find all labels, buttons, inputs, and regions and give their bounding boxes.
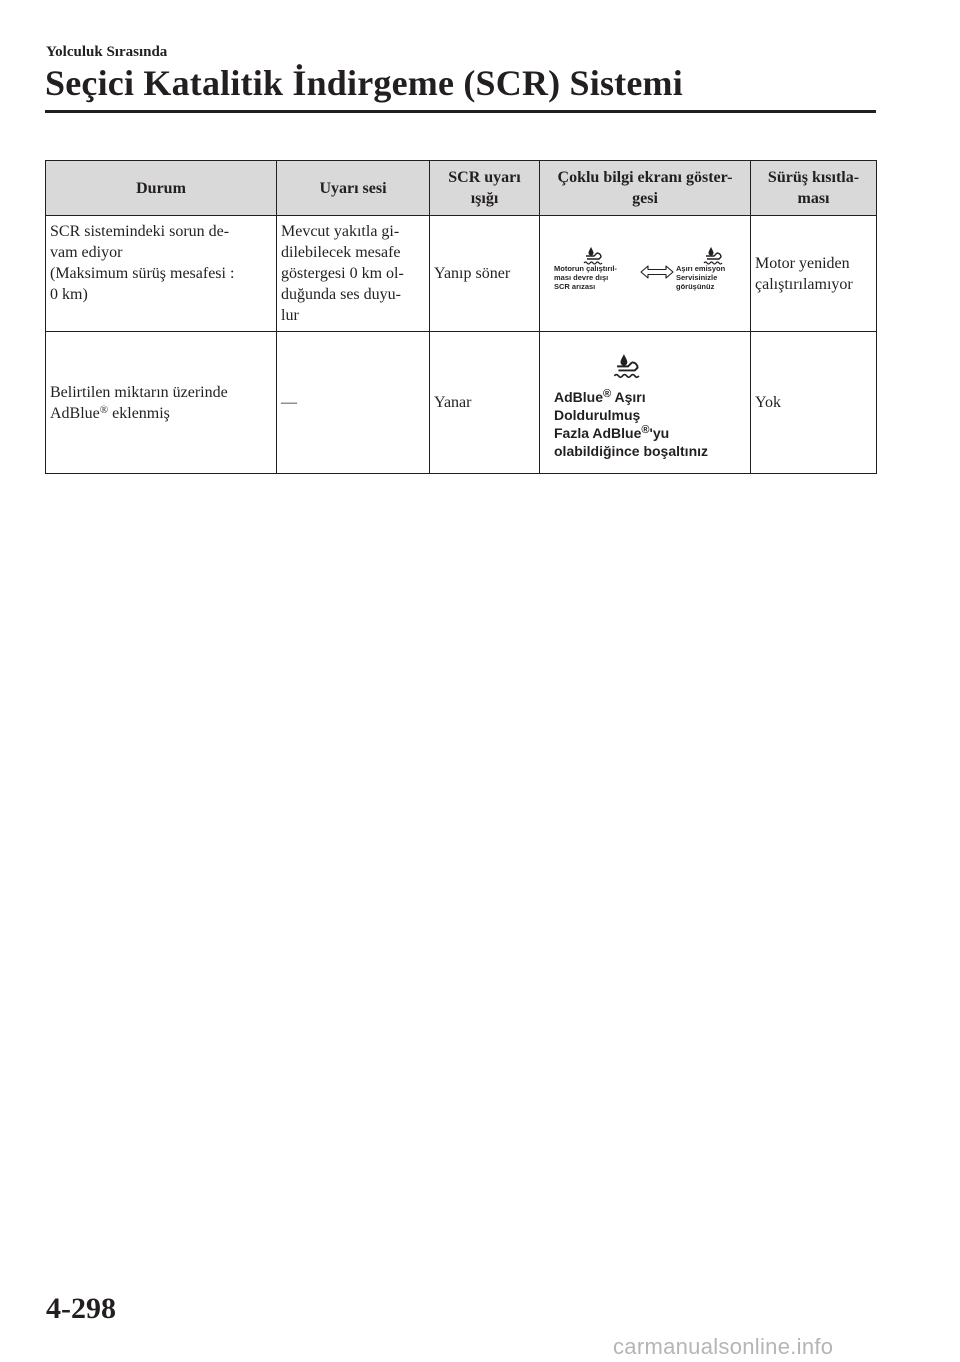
- alternating-arrow-icon: [640, 265, 674, 279]
- table-row: [46, 332, 877, 474]
- cell-display: [540, 216, 751, 332]
- watermark: carmanualsonline.info: [613, 1334, 834, 1359]
- page-title: Seçici Katalitik İndirgeme (SCR) Sistemi: [45, 63, 683, 103]
- scr-warning-icon: [702, 244, 726, 266]
- cell-scr-isigi: Yanar: [430, 332, 540, 474]
- cell-durum: [46, 332, 277, 474]
- durum-line-1: Belirtilen miktarın üzerinde: [50, 383, 228, 401]
- table-header-row: [46, 161, 877, 216]
- column-header-surus-kisitlamasi: Sürüş kısıtla- ması: [751, 161, 877, 216]
- display-message-right: Aşırı emisyon Servisinizle görüşünüz: [676, 263, 726, 291]
- column-header-scr-uyari-isigi: SCR uyarı ışığı: [430, 161, 540, 216]
- display-message: AdBlue® Aşırı Doldurulmuş Fazla AdBlue®'yu olabildiğince boşaltınız: [554, 387, 709, 459]
- cell-surus-kisitlamasi: Yok: [751, 332, 877, 474]
- cell-uyari-sesi: —: [277, 332, 430, 474]
- page-number: 4-298: [46, 1292, 116, 1325]
- title-rule: [45, 110, 876, 113]
- scr-warning-icon: [610, 350, 646, 380]
- cell-scr-isigi: Yanıp söner: [430, 216, 540, 332]
- column-header-uyari-sesi: Uyarı sesi: [277, 161, 430, 216]
- scr-warning-icon: [582, 244, 606, 266]
- multi-info-display-message: [544, 348, 746, 458]
- display-message-left: Motorun çalıştırıl- ması devre dışı SCR arızası: [554, 263, 617, 291]
- column-header-durum: Durum: [46, 161, 277, 216]
- cell-surus-kisitlamasi: Motor yeniden çalıştırılamıyor: [751, 216, 877, 332]
- cell-uyari-sesi: Mevcut yakıtla gi- dilebilecek mesafe göstergesi 0 km ol- duğunda ses duyu- lur: [277, 216, 430, 332]
- cell-display: [540, 332, 751, 474]
- table-row: [46, 216, 877, 332]
- section-label: Yolculuk Sırasında: [46, 44, 168, 60]
- cell-durum: SCR sistemindeki sorun de- vam ediyor (Maksimum sürüş mesafesi : 0 km): [46, 216, 277, 332]
- scr-status-table: [45, 160, 877, 474]
- multi-info-display-alternating: [544, 234, 746, 314]
- durum-line-2: AdBlue® eklenmiş: [50, 403, 170, 422]
- column-header-coklu-bilgi-ekrani: Çoklu bilgi ekranı göster- gesi: [540, 161, 751, 216]
